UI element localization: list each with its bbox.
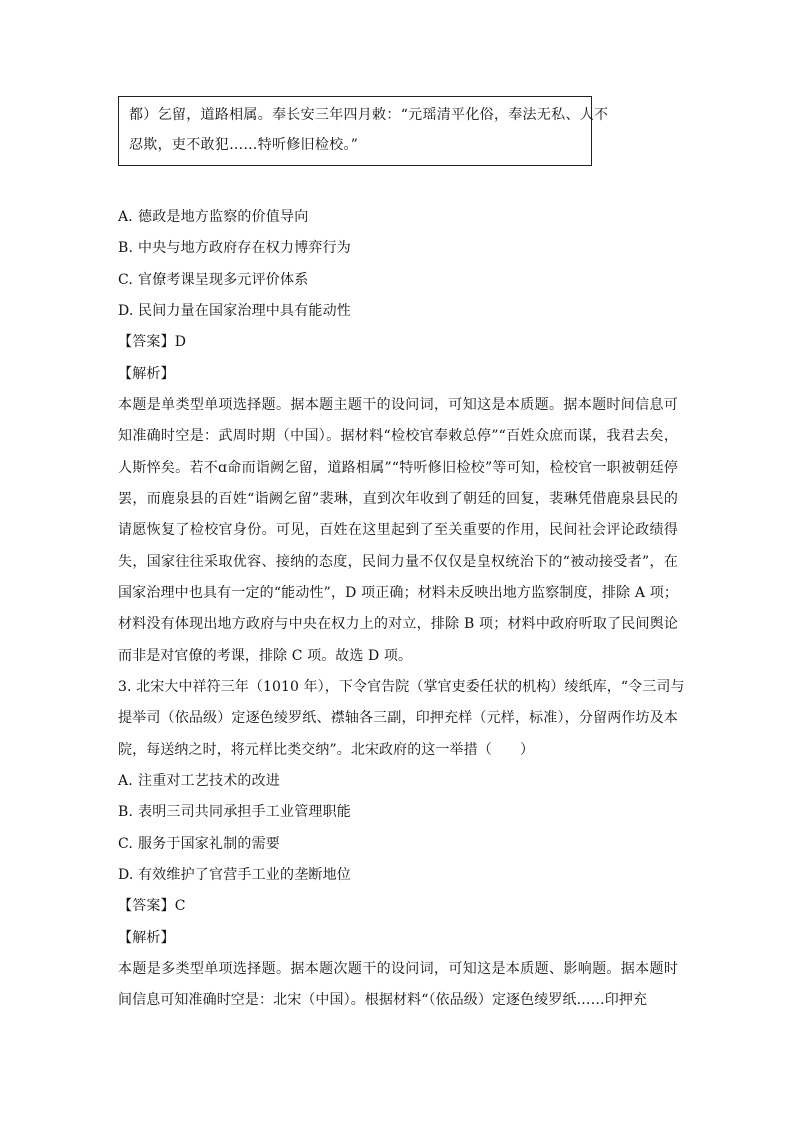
q2-answer: 【答案】D xyxy=(118,334,187,350)
option-letter: A. xyxy=(118,773,133,789)
option-letter: B. xyxy=(118,240,134,256)
option-letter: A. xyxy=(118,209,133,225)
quote-line: 忍欺，吏不敢犯……特听修旧检校。” xyxy=(129,137,359,153)
option-text: 有效维护了官营手工业的垄断地位 xyxy=(138,867,351,883)
q2-option-d xyxy=(118,301,351,321)
option-letter: C. xyxy=(118,272,134,288)
option-letter: C. xyxy=(118,836,134,852)
q3-analysis-label: 【解析】 xyxy=(118,930,175,946)
option-letter: D. xyxy=(118,867,134,883)
q2-analysis-line: 知准确时空是：武周时期（中国）。据材料“检校官奉敕总停”“百姓众庶而谋，我君去矣， xyxy=(118,428,678,444)
option-text: 服务于国家礼制的需要 xyxy=(138,836,280,852)
q3-option-c xyxy=(118,834,280,854)
option-text: 民间力量在国家治理中具有能动性 xyxy=(138,303,351,319)
quote-box xyxy=(118,96,609,166)
q3-option-b xyxy=(118,802,351,822)
q2-analysis-line: 请愿恢复了检校官身份。可见，百姓在这里起到了至关重要的作用，民间社会评论政绩得 xyxy=(118,522,678,538)
q3-stem-line: 3. 北宋大中祥符三年（1010 年），下令官告院（掌官吏委任状的机构）绫纸库，“令三司与 xyxy=(118,679,685,695)
q2-option-a xyxy=(118,207,308,227)
q2-analysis-line: 失，国家往往采取优容、接纳的态度，民间力量不仅仅是皇权统治下的“被动接受者”，在 xyxy=(118,554,678,570)
q2-analysis-line: 而非是对官僚的考课，排除 C 项。故选 D 项。 xyxy=(118,648,413,664)
q2-analysis-line: 材料没有体现出地方政府与中央在权力上的对立，排除 B 项；材料中政府听取了民间舆论 xyxy=(118,616,678,632)
q3-option-a xyxy=(118,771,280,791)
q3-option-d xyxy=(118,865,351,885)
option-text: 表明三司共同承担手工业管理职能 xyxy=(138,804,351,820)
option-text: 德政是地方监察的价值导向 xyxy=(138,209,309,225)
q2-analysis-line: 罢，而鹿泉县的百姓“诣阙乞留”裴琳，直到次年收到了朝廷的回复，裴琳凭借鹿泉县民的 xyxy=(118,491,678,507)
option-text: 注重对工艺技术的改进 xyxy=(138,773,280,789)
q3-stem-line: 院，每送纳之时，将元样比类交纳”。北宋政府的这一举措（ ） xyxy=(118,742,535,758)
q2-analysis-line: 本题是单类型单项选择题。据本题主题干的设问词，可知这是本质题。据本题时间信息可 xyxy=(118,397,678,413)
q3-analysis-line: 间信息可知准确时空是：北宋（中国）。根据材料“（依品级）定逐色绫罗纸……印押充 xyxy=(118,992,648,1008)
q3-answer: 【答案】C xyxy=(118,898,186,914)
q3-analysis-line: 本题是多类型单项选择题。据本题次题干的设问词，可知这是本质题、影响题。据本题时 xyxy=(118,961,678,977)
q2-analysis-line: 人斯悴矣。若不ɑ命而诣阙乞留，道路相属”“特听修旧检校”等可知，检校官一职被朝廷停 xyxy=(118,460,678,476)
q2-analysis-label: 【解析】 xyxy=(118,366,175,382)
option-text: 中央与地方政府存在权力博弈行为 xyxy=(138,240,351,256)
q2-option-c xyxy=(118,270,308,290)
q2-option-b xyxy=(118,238,351,258)
q2-analysis-line: 国家治理中也具有一定的“能动性”，D 项正确；材料未反映出地方监察制度，排除 A 项； xyxy=(118,585,678,601)
q3-stem-line: 提举司（依品级）定逐色绫罗纸、襟轴各三副，印押充样（元样，标准），分留两作坊及本 xyxy=(118,710,678,726)
option-letter: D. xyxy=(118,303,134,319)
option-letter: B. xyxy=(118,804,134,820)
option-text: 官僚考课呈现多元评价体系 xyxy=(138,272,309,288)
quote-line: 都）乞留，道路相属。奉长安三年四月敕：“元瑶清平化俗，奉法无私、人不 xyxy=(129,107,609,123)
